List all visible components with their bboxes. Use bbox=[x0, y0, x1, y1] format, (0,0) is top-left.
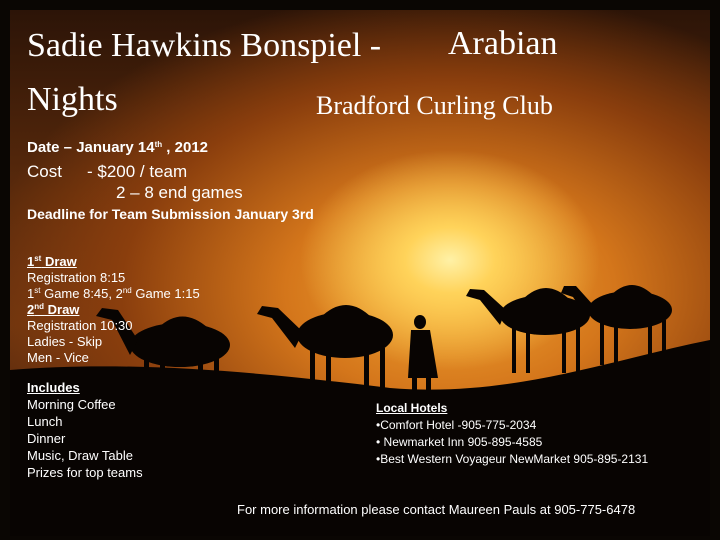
includes-item: Lunch bbox=[27, 414, 63, 429]
includes-section bbox=[27, 379, 143, 481]
includes-item: Prizes for top teams bbox=[27, 465, 143, 480]
draw-1-heading: 1st Draw bbox=[27, 254, 77, 269]
draw-2-men: Men - Vice bbox=[27, 350, 89, 365]
poster-title-line2: Nights bbox=[27, 81, 118, 118]
draw-2-ladies: Ladies - Skip bbox=[27, 334, 103, 349]
cost-label: Cost bbox=[27, 162, 62, 181]
hotels-heading: Local Hotels bbox=[376, 401, 448, 415]
poster-title: Sadie Hawkins Bonspiel - bbox=[27, 27, 382, 64]
includes-heading: Includes bbox=[27, 380, 80, 395]
contact-info: For more information please contact Maureen Pauls at 905-775-6478 bbox=[237, 502, 636, 517]
draw-2-registration: Registration 10:30 bbox=[27, 318, 133, 333]
club-name: Bradford Curling Club bbox=[316, 91, 553, 120]
draw-1-games: 1st Game 8:45, 2nd Game 1:15 bbox=[27, 286, 200, 301]
hotel-item: •Comfort Hotel -905-775-2034 bbox=[376, 418, 537, 432]
includes-item: Morning Coffee bbox=[27, 397, 116, 412]
draw-1-registration: Registration 8:15 bbox=[27, 270, 126, 285]
poster-title-accent: Arabian bbox=[448, 25, 558, 62]
hotel-item: • Newmarket Inn 905-895-4585 bbox=[376, 435, 543, 449]
hotels-section bbox=[376, 400, 648, 468]
person-silhouette bbox=[408, 315, 438, 398]
draw-1-section bbox=[27, 254, 200, 366]
hotel-item: •Best Western Voyageur NewMarket 905-895-2131 bbox=[376, 452, 649, 466]
poster bbox=[10, 10, 710, 536]
cost-value: - $200 / team bbox=[87, 162, 188, 181]
event-date: Date – January 14th , 2012 bbox=[27, 139, 209, 156]
draw-2-heading: 2nd Draw bbox=[27, 302, 80, 317]
includes-item: Dinner bbox=[27, 431, 66, 446]
camel-silhouette bbox=[466, 288, 590, 373]
includes-item: Music, Draw Table bbox=[27, 448, 133, 463]
game-format: 2 – 8 end games bbox=[116, 183, 243, 202]
submission-deadline: Deadline for Team Submission January 3rd bbox=[27, 206, 314, 222]
